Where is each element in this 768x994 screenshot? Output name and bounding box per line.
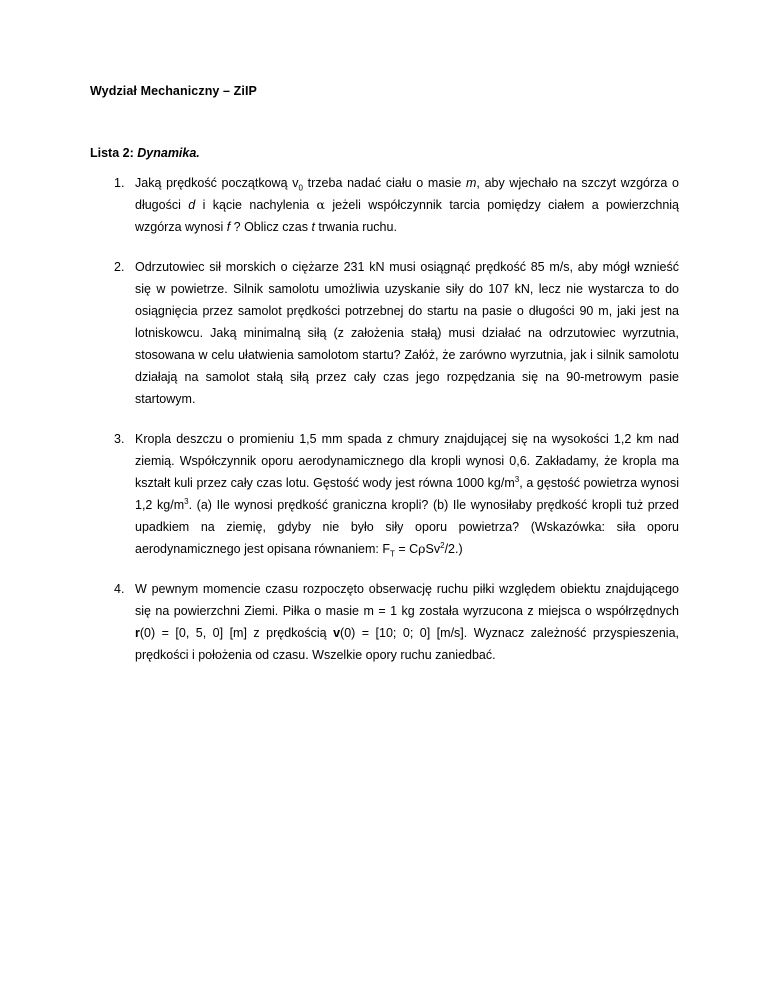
text-run: trwania ruchu. xyxy=(314,220,397,234)
text-run: trzeba nadać ciału o masie xyxy=(302,176,466,190)
text-run: = C xyxy=(394,542,419,556)
problem-text xyxy=(135,578,679,666)
problem-number: 3. xyxy=(114,432,125,446)
italic-term: d xyxy=(188,198,196,212)
superscript: 3 xyxy=(184,496,189,506)
text-run: Odrzutowiec sił morskich o ciężarze 231 kN musi osiągnąć prędkość 85 m/s, aby mógł wznieść się w powietrze. Silnik samolotu umożliwia uzyskanie siły do 107 kN, lecz nie wystarcza to do osiągnięcia przez samolot prędkości potrzebnej do startu na pasie o długości 90 m, jaki jest na lotniskowcu. Jaką minimalną siłą (z założenia stałą) musi działać na odrzutowiec wyrzutnia, stosowana w celu ułatwienia samolotom startu? Załóż, że zarówno wyrzutnia, jak i silnik samolotu działają na samolot stałą siłą przez cały czas jego rozpędzania się na 90-metrowym pasie startowym. xyxy=(135,260,679,406)
italic-term: f xyxy=(226,220,231,234)
italic-term: t xyxy=(311,220,315,234)
problem-item xyxy=(90,256,679,410)
text-run: i kącie nachylenia xyxy=(195,198,317,212)
superscript: 2 xyxy=(440,540,445,550)
faculty-header: Wydział Mechaniczny – ZiIP xyxy=(90,84,257,98)
text-run: jeżeli współczynnik tarcia pomiędzy ciałem a powierzchnią wzgórza wynosi xyxy=(135,198,679,234)
problem-text xyxy=(135,256,679,410)
text-run: Kropla deszczu o promieniu 1,5 mm spada z chmury znajdującej się na wysokości 1,2 km nad ziemią. Współczynnik oporu aerodynamicznego dla kropli wynosi 0,6. Zakładamy, że kropla ma kształt kuli przez cały czas lotu. Gęstość wody jest równa 1000 kg/m xyxy=(135,432,679,490)
problem-list xyxy=(90,172,679,684)
text-run: (0) = [0, 5, 0] [m] z prędkością xyxy=(139,626,334,640)
subscript: T xyxy=(390,549,395,559)
text-run: Sv xyxy=(425,542,441,556)
greek-symbol: α xyxy=(316,197,325,212)
bold-term: v xyxy=(333,626,341,640)
text-run: ? Oblicz czas xyxy=(230,220,312,234)
text-run: W pewnym momencie czasu rozpoczęto obserwację ruchu piłki względem obiektu znajdującego się na powierzchni Ziemi. Piłka o masie m = 1 kg została wyrzucona z miejsca o współrzędnych xyxy=(135,582,679,618)
problem-text xyxy=(135,172,679,238)
superscript: 3 xyxy=(514,474,520,484)
text-run: /2.) xyxy=(444,542,463,556)
text-run: (0) = [10; 0; 0] [m/s]. Wyznacz zależność przyspieszenia, prędkości i położenia od czasu. Wszelkie opory ruchu zaniedbać. xyxy=(135,626,679,662)
list-prefix: Lista 2: xyxy=(90,146,138,160)
text-run: . (a) Ile wynosi prędkość graniczna kropli? (b) Ile wynosiłaby prędkość kropli tuż przed upadkiem na ziemię, gdyby nie było siły oporu powietrza? (Wskazówka: siła oporu aerodynamicznego jest opisana równaniem: F xyxy=(135,498,679,556)
problem-number: 1. xyxy=(114,176,125,190)
list-title xyxy=(90,146,200,160)
list-topic: Dynamika. xyxy=(137,146,200,160)
bold-term: r xyxy=(135,626,140,640)
subscript: 0 xyxy=(298,183,303,193)
text-run: , aby wjechało na szczyt wzgórza o długości xyxy=(135,176,679,212)
problem-item xyxy=(90,172,679,238)
text-run: , a gęstość powietrza wynosi 1,2 kg/m xyxy=(135,476,679,512)
text-run: Jaką prędkość początkową v xyxy=(135,176,299,190)
problem-number: 2. xyxy=(114,260,125,274)
problem-text xyxy=(135,428,679,560)
italic-term: m xyxy=(465,176,477,190)
problem-number: 4. xyxy=(114,582,125,596)
greek-symbol: ρ xyxy=(418,541,426,556)
problem-item xyxy=(90,428,679,560)
problem-item xyxy=(90,578,679,666)
